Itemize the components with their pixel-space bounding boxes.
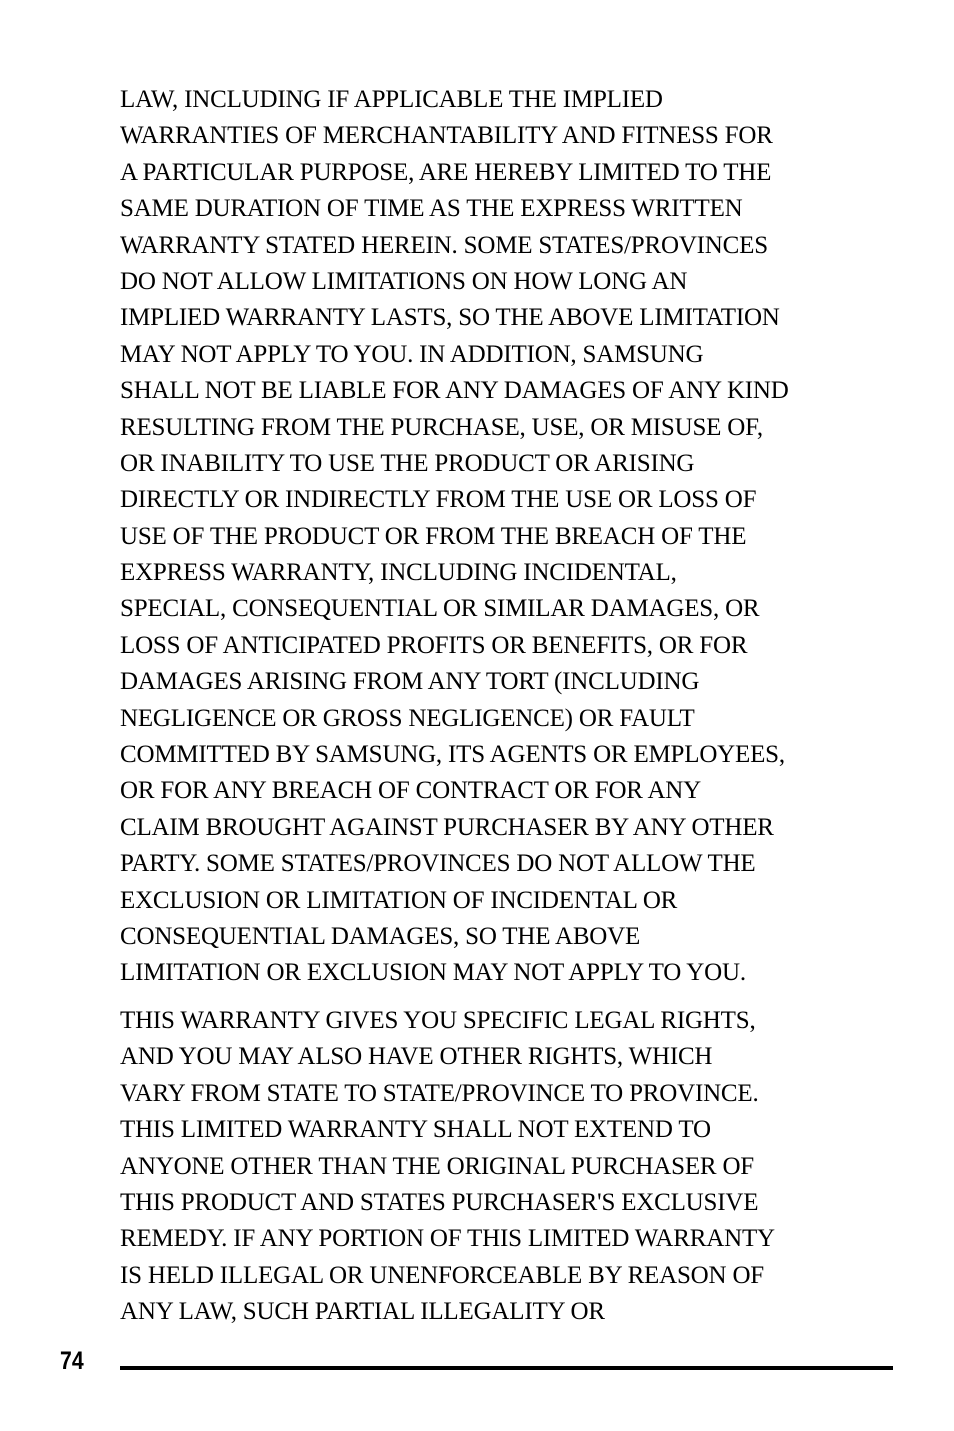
text-line: SPECIAL, CONSEQUENTIAL OR SIMILAR DAMAGES, OR: [120, 595, 760, 623]
text-line: WARRANTY STATED HEREIN. SOME STATES/PROVINCES: [120, 231, 768, 259]
text-line: NEGLIGENCE OR GROSS NEGLIGENCE) OR FAULT: [120, 704, 695, 732]
text-line: DIRECTLY OR INDIRECTLY FROM THE USE OR LOSS OF: [120, 486, 757, 514]
text-line: A PARTICULAR PURPOSE, ARE HEREBY LIMITED TO THE: [120, 158, 772, 186]
paragraph-1: [120, 82, 880, 992]
text-line: SHALL NOT BE LIABLE FOR ANY DAMAGES OF ANY KIND: [120, 377, 789, 405]
text-line: OR INABILITY TO USE THE PRODUCT OR ARISING: [120, 449, 695, 477]
text-line: EXPRESS WARRANTY, INCLUDING INCIDENTAL,: [120, 559, 677, 587]
text-line: USE OF THE PRODUCT OR FROM THE BREACH OF THE: [120, 522, 747, 550]
text-line: THIS WARRANTY GIVES YOU SPECIFIC LEGAL RIGHTS,: [120, 1007, 756, 1034]
text-line: LOSS OF ANTICIPATED PROFITS OR BENEFITS, OR FOR: [120, 631, 748, 659]
text-line: IMPLIED WARRANTY LASTS, SO THE ABOVE LIMITATION: [120, 304, 780, 332]
text-line: DAMAGES ARISING FROM ANY TORT (INCLUDING: [120, 668, 700, 696]
text-line: AND YOU MAY ALSO HAVE OTHER RIGHTS, WHICH: [120, 1043, 713, 1071]
text-line: COMMITTED BY SAMSUNG, ITS AGENTS OR EMPLOYEES,: [120, 741, 785, 769]
text-line: THIS LIMITED WARRANTY SHALL NOT EXTEND TO: [120, 1116, 711, 1144]
text-line: SAME DURATION OF TIME AS THE EXPRESS WRITTEN: [120, 195, 743, 223]
footer-rule: [120, 1366, 893, 1370]
text-line: IS HELD ILLEGAL OR UNENFORCEABLE BY REASON OF: [120, 1261, 765, 1289]
text-line: LAW, INCLUDING IF APPLICABLE THE IMPLIED: [120, 86, 663, 113]
paragraph-2: [120, 1003, 880, 1331]
text-line: REMEDY. IF ANY PORTION OF THIS LIMITED WARRANTY: [120, 1225, 775, 1253]
text-line: OR FOR ANY BREACH OF CONTRACT OR FOR ANY: [120, 777, 702, 805]
text-line: THIS PRODUCT AND STATES PURCHASER'S EXCLUSIVE: [120, 1188, 759, 1216]
text-line: CONSEQUENTIAL DAMAGES, SO THE ABOVE: [120, 922, 641, 950]
text-line: VARY FROM STATE TO STATE/PROVINCE TO PROVINCE.: [120, 1079, 759, 1107]
text-line: PARTY. SOME STATES/PROVINCES DO NOT ALLOW THE: [120, 850, 756, 878]
text-line: LIMITATION OR EXCLUSION MAY NOT APPLY TO YOU.: [120, 959, 746, 987]
text-line: ANY LAW, SUCH PARTIAL ILLEGALITY OR: [120, 1298, 605, 1326]
text-line: CLAIM BROUGHT AGAINST PURCHASER BY ANY OTHER: [120, 813, 774, 841]
text-line: WARRANTIES OF MERCHANTABILITY AND FITNESS FOR: [120, 122, 773, 150]
text-line: ANYONE OTHER THAN THE ORIGINAL PURCHASER OF: [120, 1152, 755, 1180]
text-line: MAY NOT APPLY TO YOU. IN ADDITION, SAMSUNG: [120, 340, 704, 368]
text-line: DO NOT ALLOW LIMITATIONS ON HOW LONG AN: [120, 267, 688, 295]
text-line: RESULTING FROM THE PURCHASE, USE, OR MISUSE OF,: [120, 413, 763, 441]
page-number: 74: [60, 1347, 84, 1375]
text-line: EXCLUSION OR LIMITATION OF INCIDENTAL OR: [120, 886, 678, 914]
